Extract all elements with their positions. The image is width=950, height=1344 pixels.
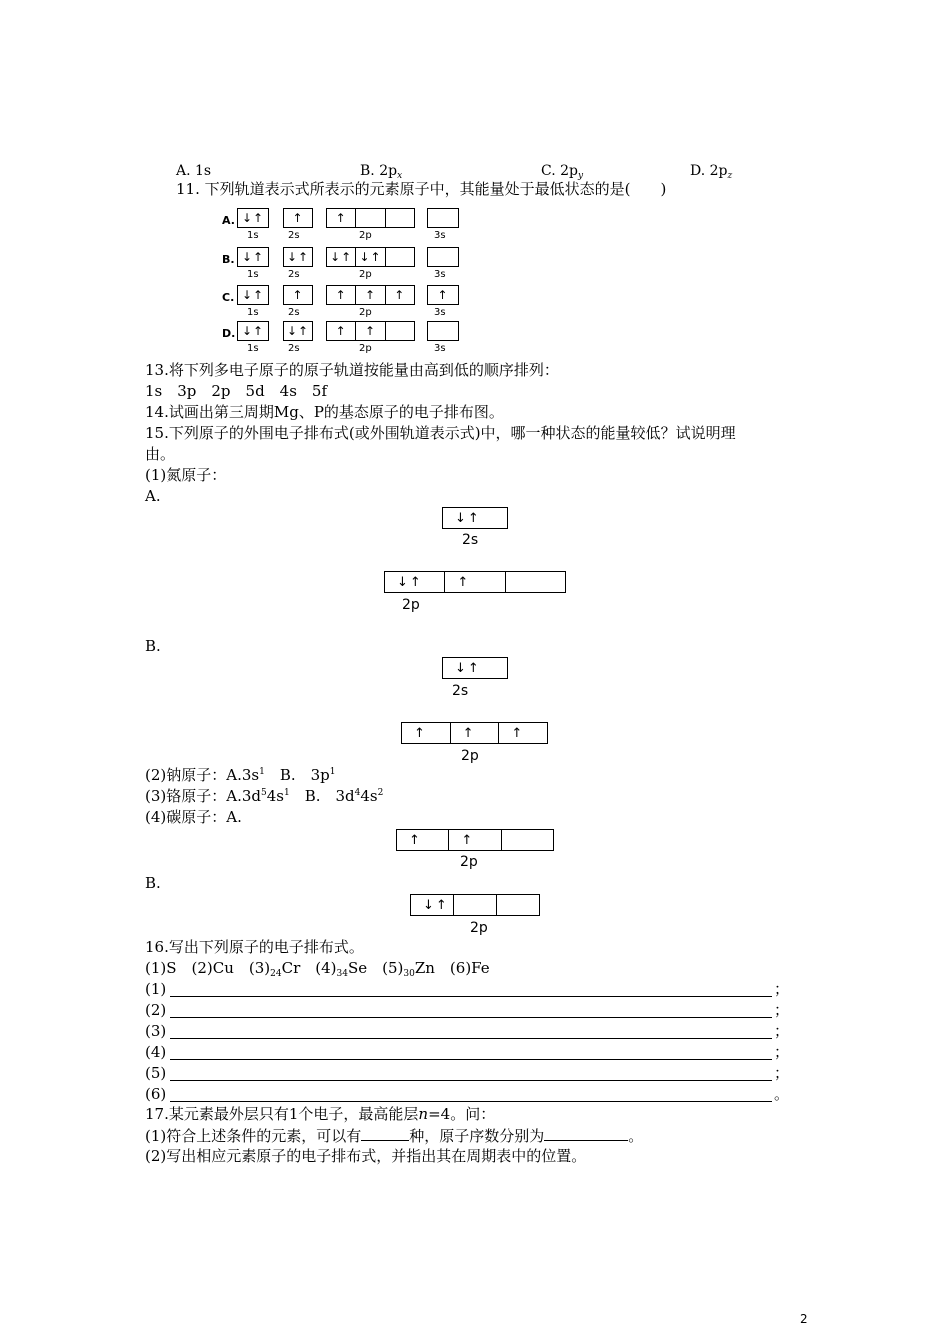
n-a-2s-caption: 2s [462,532,479,548]
orbital-cell: ↓↑ [385,572,445,592]
q11-2s-box [283,321,313,341]
orbital-cell: ↑ [445,572,505,592]
n-a-2s-box [442,507,508,529]
q11-1s-caption: 1s [247,269,259,280]
q11-2s-caption: 2s [288,269,300,280]
orbital-cell: ↓↑ [241,288,265,302]
orbital-cell: ↓↑ [241,211,265,225]
q11-row-label: C. [222,291,235,304]
q14-stem: 14.试画出第三周期Mg、P的基态原子的电子排布图。 [145,403,504,421]
q11-row-c [222,285,472,317]
q16-line-label: (4) [145,1043,167,1061]
q15-sodium: (2)钠原子：$A.3s^1$ B. $3p^1$ [145,766,336,784]
option-c: C. $2p_y$ [541,163,584,181]
c-b-2p-caption: 2p [470,920,488,936]
q11-2p-box [326,321,415,341]
c-b-2p-box [410,894,540,916]
q11-row-b [222,247,472,279]
q11-2p-caption: 2p [359,307,372,318]
option-a: A. 1s [176,163,212,179]
q16-answer-blank[interactable] [170,1087,772,1102]
q11-3s-box [427,208,459,228]
q11-2p-box [326,247,415,267]
orbital-cell: ↓↑ [356,248,385,266]
q16-line-label: (1) [145,980,167,998]
q15-carbon-b: B. [145,874,161,892]
q16-answer-blank[interactable] [170,1066,772,1081]
q11-2p-box [326,208,415,228]
n-b-2p-caption: 2p [461,748,479,764]
c-a-2p-caption: 2p [460,854,478,870]
q11-row-a [222,208,472,240]
q11-2s-box [283,208,313,228]
q13-list: 1s 3p 2p 5d 4s 5f [145,382,328,400]
orbital-cell: ↑ [292,211,304,225]
orbital-cell: ↑ [397,830,449,850]
option-d: D. $2p_z$ [690,163,733,181]
orbital-cell: ↑ [356,322,385,340]
q11-2p-caption: 2p [359,230,372,241]
orbital-cell: ↑ [292,288,304,302]
orbital-cell [386,322,414,340]
q11-1s-box [237,285,269,305]
orbital-cell [386,248,414,266]
q16-line-end: 。 [774,1085,790,1103]
orbital-cell: ↑ [394,288,406,302]
q16-line-end: ； [774,1064,790,1082]
orbital-cell [428,322,458,340]
q17-part1: (1)符合上述条件的元素，可以有 种，原子序数分别为 。 [145,1127,644,1145]
q11-1s-box [237,321,269,341]
q15-carbon-label: (4)碳原子：A. [145,808,242,826]
n-b-2p-box [401,722,548,744]
orbital-cell [428,209,458,227]
orbital-cell: ↑ [437,288,449,302]
q11-1s-caption: 1s [247,343,259,354]
q11-3s-box [427,285,459,305]
orbital-cell: ↓↑ [411,895,454,915]
orbital-cell: ↓↑ [286,324,310,338]
orbital-cell: ↓↑ [455,660,481,676]
q15-stem-line2: 由。 [145,445,176,463]
option-b: B. $2p_x$ [360,163,403,181]
orbital-cell: ↑ [451,723,500,743]
n-b-2s-box [442,657,508,679]
q17-stem: 17.某元素最外层只有1个电子，最高能层n=4。问： [145,1105,496,1123]
q15-chromium: (3)铬原子：$A.3d^54s^1$ B. $3d^44s^2$ [145,787,384,805]
q11-3s-caption: 3s [434,230,446,241]
q11-3s-caption: 3s [434,269,446,280]
q13-stem: 13.将下列多电子原子的原子轨道按能量由高到低的顺序排列： [145,361,559,379]
n-b-2s-caption: 2s [452,683,469,699]
q16-answer-blank[interactable] [170,1024,772,1039]
orbital-cell: ↑ [327,286,356,304]
q16-line-label: (3) [145,1022,167,1040]
q16-answer-blank[interactable] [170,982,772,997]
orbital-cell: ↑ [327,209,356,227]
q11-1s-caption: 1s [247,230,259,241]
q17-part2: (2)写出相应元素原子的电子排布式，并指出其在周期表中的位置。 [145,1147,587,1165]
q16-line-label: (5) [145,1064,167,1082]
q11-2s-box [283,247,313,267]
orbital-cell: ↑ [402,723,451,743]
q16-line-label: (6) [145,1085,167,1103]
q11-1s-caption: 1s [247,307,259,318]
q11-row-label: D. [222,327,236,340]
c-a-2p-box [396,829,554,851]
q11-row-label: B. [222,253,235,266]
q15-nitrogen-label: (1)氮原子： [145,466,227,484]
q11-1s-box [237,247,269,267]
orbital-cell [386,209,414,227]
n-a-2p-box [384,571,566,593]
orbital-cell: ↓↑ [455,510,481,526]
q11-2p-caption: 2p [359,269,372,280]
q11-row-label: A. [222,214,235,227]
orbital-cell: ↑ [327,322,356,340]
q17-blank-count[interactable] [361,1128,409,1141]
q16-answer-blank[interactable] [170,1045,772,1060]
page-number: 2 [800,1312,808,1326]
orbital-cell: ↑ [449,830,501,850]
n-a-2p-caption: 2p [402,597,420,613]
q11-3s-caption: 3s [434,343,446,354]
orbital-cell: ↓↑ [286,250,310,264]
orbital-cell [506,572,565,592]
orbital-cell: ↓↑ [327,248,356,266]
q11-2s-caption: 2s [288,343,300,354]
q16-answer-blank[interactable] [170,1003,772,1018]
orbital-cell [502,830,553,850]
q11-2s-caption: 2s [288,230,300,241]
q16-line-end: ； [774,1043,790,1061]
q16-line-end: ； [774,980,790,998]
orbital-cell [428,248,458,266]
q11-1s-box [237,208,269,228]
q16-line-label: (2) [145,1001,167,1019]
q17-blank-numbers[interactable] [544,1128,628,1141]
orbital-cell [454,895,497,915]
orbital-cell [356,209,385,227]
q11-2p-box [326,285,415,305]
q11-3s-caption: 3s [434,307,446,318]
q11-2s-caption: 2s [288,307,300,318]
q16-line-end: ； [774,1001,790,1019]
q16-line-end: ； [774,1022,790,1040]
q11-row-d [222,321,472,353]
orbital-cell: ↑ [511,725,525,741]
q16-stem: 16.写出下列原子的电子排布式。 [145,938,364,956]
q16-items: (1)S (2)Cu $(3)_{24}Cr$ $(4)_{34}Se$ $(5)_{30}Zn$ (6)Fe [145,959,490,979]
q11-2p-caption: 2p [359,343,372,354]
q15-nitrogen-a: A. [145,487,161,505]
q15-stem-line1: 15.下列原子的外围电子排布式(或外围轨道表示式)中，哪一种状态的能量较低？试说明理 [145,424,736,442]
q11-stem: 11. 下列轨道表示式所表示的元素原子中，其能量处于最低状态的是( ) [176,180,667,198]
orbital-cell [497,895,539,915]
orbital-cell: ↓↑ [241,250,265,264]
q11-3s-box [427,247,459,267]
q11-3s-box [427,321,459,341]
orbital-cell: ↑ [356,286,385,304]
q15-nitrogen-b: B. [145,637,161,655]
q11-2s-box [283,285,313,305]
orbital-cell: ↓↑ [241,324,265,338]
